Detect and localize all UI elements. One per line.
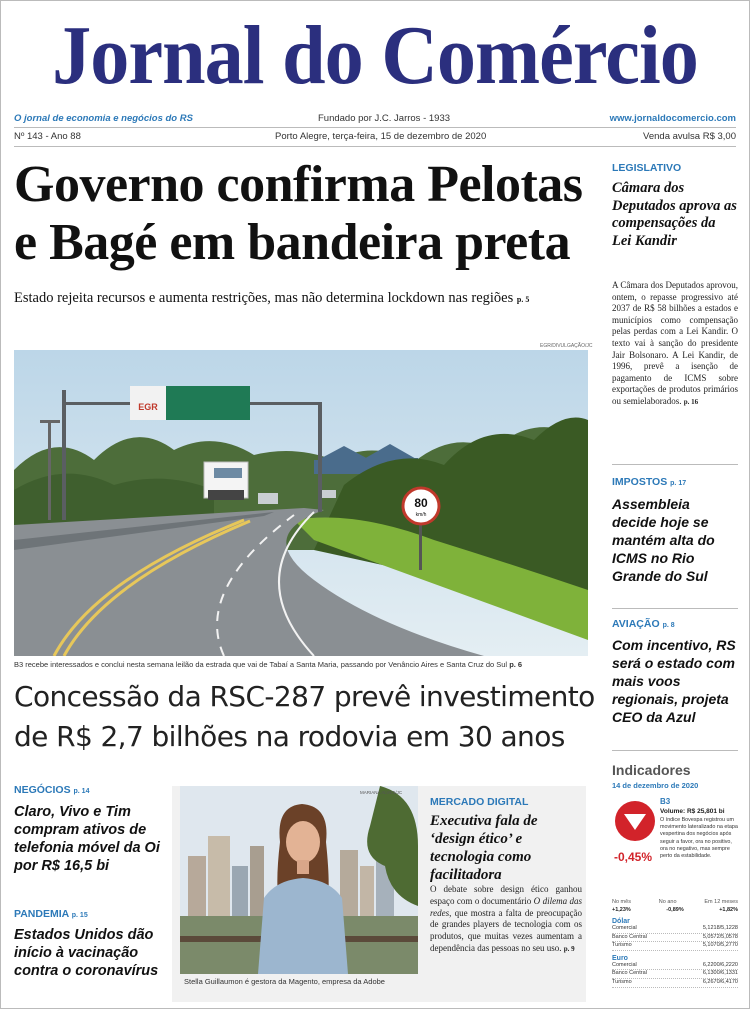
- label-text: IMPOSTOS: [612, 476, 668, 488]
- divider: [14, 146, 736, 147]
- body-text: A Câmara dos Deputados aprovou, ontem, o repasse progressivo até 2037 de R$ 58 bilhões a estados e municípios como compensação pelas perdas com a Lei Kandir. O texto vai à sanção do presidente Jair Bolsonaro. A Lei Kandir, de 1996, prevê a isenção de pagamento de ICMS sobre exportações de produtos primários ou semielaborados.: [612, 280, 738, 406]
- aviacao-headline[interactable]: Com incentivo, RS será o estado com mais voos regionais, projeta CEO da Azul: [612, 637, 736, 725]
- euro-label: Euro: [612, 954, 628, 962]
- page-ref: p. 17: [670, 480, 687, 487]
- portrait-illustration: [180, 786, 418, 974]
- page-ref: p. 14: [73, 788, 90, 795]
- page-ref: p. 5: [516, 295, 530, 304]
- currency-name: Turismo: [612, 978, 632, 985]
- headline-part: Executiva fala de: [430, 813, 538, 829]
- second-headline[interactable]: [14, 677, 604, 757]
- newspaper-title[interactable]: Jornal do Comércio: [52, 9, 698, 102]
- currency-row: [612, 942, 738, 951]
- divider: [612, 750, 738, 751]
- divider: [14, 127, 736, 128]
- currency-name: Banco Central: [612, 970, 647, 977]
- pandemia-headline[interactable]: Estados Unidos dão início à vacinação contra o coronavírus: [14, 927, 159, 979]
- lead-headline-line2: e Bagé em bandeira preta: [14, 214, 571, 271]
- page-ref: p. 16: [683, 397, 699, 406]
- lead-headline[interactable]: [14, 156, 600, 272]
- legislativo-body: [612, 280, 738, 409]
- indicadores-date: 14 de dezembro de 2020: [612, 781, 699, 790]
- currency-value: 6,2670/6,4170: [702, 978, 738, 985]
- page-ref: p. 6: [509, 660, 523, 669]
- lead-subhead: [14, 290, 600, 307]
- section-label-mercado-digital: MERCADO DIGITAL: [430, 796, 529, 808]
- currency-name: Comercial: [612, 961, 637, 968]
- headline-part: e tecnologia como facilitadora: [430, 831, 532, 883]
- label-text: NEGÓCIOS: [14, 784, 71, 796]
- photo-credit: MARIANA ALVES/JC: [360, 790, 403, 795]
- variation-values: [612, 906, 738, 914]
- dateline: Porto Alegre, terça-feira, 15 de dezembro de 2020: [275, 131, 487, 142]
- header-cell: No ano: [658, 899, 677, 905]
- currency-row: [612, 934, 738, 943]
- tagline: O jornal de economia e negócios do RS: [14, 113, 193, 124]
- header-cell: No mês: [612, 899, 631, 905]
- currency-row: [612, 962, 738, 971]
- photo-caption: [14, 660, 604, 669]
- value-cell: +1,82%: [719, 907, 738, 913]
- caption-text: B3 recebe interessados e conclui nesta semana leilão da estrada que vai de Tabaí a Santa Maria, passando por Venâncio Aires e Santa Cruz do Sul: [14, 660, 508, 669]
- section-label-pandemia: [14, 908, 88, 920]
- website-link[interactable]: www.jornaldocomercio.com: [609, 113, 736, 124]
- divider: [612, 464, 738, 465]
- b3-label: B3: [660, 797, 671, 806]
- lead-headline-line1: Governo confirma Pelotas: [14, 156, 583, 213]
- price: Venda avulsa R$ 3,00: [643, 131, 736, 142]
- currency-row: [612, 979, 738, 988]
- b3-volume: Volume: R$ 25,801 bi: [660, 808, 725, 815]
- section-label-legislativo: LEGISLATIVO: [612, 162, 682, 174]
- sign-logo: EGR: [138, 402, 158, 412]
- legislativo-headline[interactable]: Câmara dos Deputados aprova as compensações da Lei Kandir: [612, 180, 737, 249]
- currency-name: Turismo: [612, 942, 632, 949]
- b3-commentary: O índice Bovespa registrou um movimento lateralizado na etapa vespertina dos negócios após seguir a favor, ora no positivo, ora no negativo, mas sempre perto da estabilidade.: [660, 817, 738, 860]
- documentary-title: O dilema das redes: [430, 895, 582, 918]
- executive-photo[interactable]: [180, 786, 418, 974]
- currency-row: [612, 925, 738, 934]
- currency-value: 6,2200/6,2220: [702, 961, 738, 968]
- header-cell: Em 12 meses: [704, 899, 738, 905]
- executive-caption: Stella Guillaumon é gestora da Magento, empresa da Adobe: [184, 977, 385, 986]
- second-headline-line1: Concessão da RSC-287 prevê investimento: [14, 680, 595, 713]
- page-ref: p. 8: [662, 622, 675, 629]
- section-label-negocios: [14, 784, 89, 796]
- mercado-digital-headline[interactable]: [430, 812, 580, 884]
- currency-value: 6,1300/6,1331: [702, 970, 738, 977]
- currency-row: [612, 970, 738, 979]
- section-label-impostos: [612, 476, 738, 488]
- down-arrow-icon: [614, 800, 656, 842]
- value-cell: +1,23%: [612, 907, 631, 913]
- edition-number: Nº 143 - Ano 88: [14, 131, 81, 142]
- currency-value: 5,0572/5,0578: [702, 933, 738, 940]
- label-text: PANDEMIA: [14, 908, 69, 920]
- masthead: [0, 0, 750, 112]
- variation-headers: [612, 898, 738, 906]
- headline-part: ‘design ético’: [430, 831, 512, 847]
- mercado-digital-body: [430, 884, 582, 956]
- section-label-aviacao: [612, 618, 738, 630]
- indicadores-title: Indicadores: [612, 762, 691, 778]
- page-ref: p. 9: [563, 944, 575, 953]
- speed-limit: 80: [414, 496, 428, 510]
- highway-photo[interactable]: [14, 350, 588, 656]
- variation-table: [612, 898, 738, 988]
- founded-line: Fundado por J.C. Jarros - 1933: [318, 113, 451, 124]
- negocios-headline[interactable]: Claro, Vivo e Tim compram ativos de telefonia móvel da Oi por R$ 16,5 bi: [14, 804, 160, 874]
- photo-credit: EGR/DIVULGAÇÃO/JC: [540, 343, 593, 349]
- body-text: , que mostra a falta de preocupação de grandes players de tecnologia com os produtos, que muitas vezes aumentam a dependência das pessoas no seu uso.: [430, 907, 582, 953]
- dolar-label: Dólar: [612, 918, 630, 925]
- highway-illustration: [14, 350, 588, 656]
- label-text: AVIAÇÃO: [612, 618, 660, 630]
- b3-change: -0,45%: [614, 850, 653, 864]
- body-text: O debate sobre design ético ganhou espaço com o documentário: [430, 884, 582, 906]
- currency-value: 5,1218/5,1228: [702, 925, 738, 931]
- second-headline-line2: de R$ 2,7 bilhões na rodovia em 30 anos: [14, 720, 565, 753]
- page-ref: p. 15: [71, 912, 88, 919]
- currency-value: 5,1070/5,2770: [702, 942, 738, 949]
- speed-unit: km/h: [415, 512, 427, 518]
- currency-name: Banco Central: [612, 933, 647, 940]
- impostos-headline[interactable]: Assembleia decide hoje se mantém alta do ICMS no Rio Grande do Sul: [612, 496, 715, 584]
- currency-name: Comercial: [612, 925, 637, 931]
- value-cell: -0,89%: [666, 907, 684, 913]
- divider: [612, 608, 738, 609]
- lead-subhead-text: Estado rejeita recursos e aumenta restrições, mas não determina lockdown nas regiões: [14, 290, 514, 306]
